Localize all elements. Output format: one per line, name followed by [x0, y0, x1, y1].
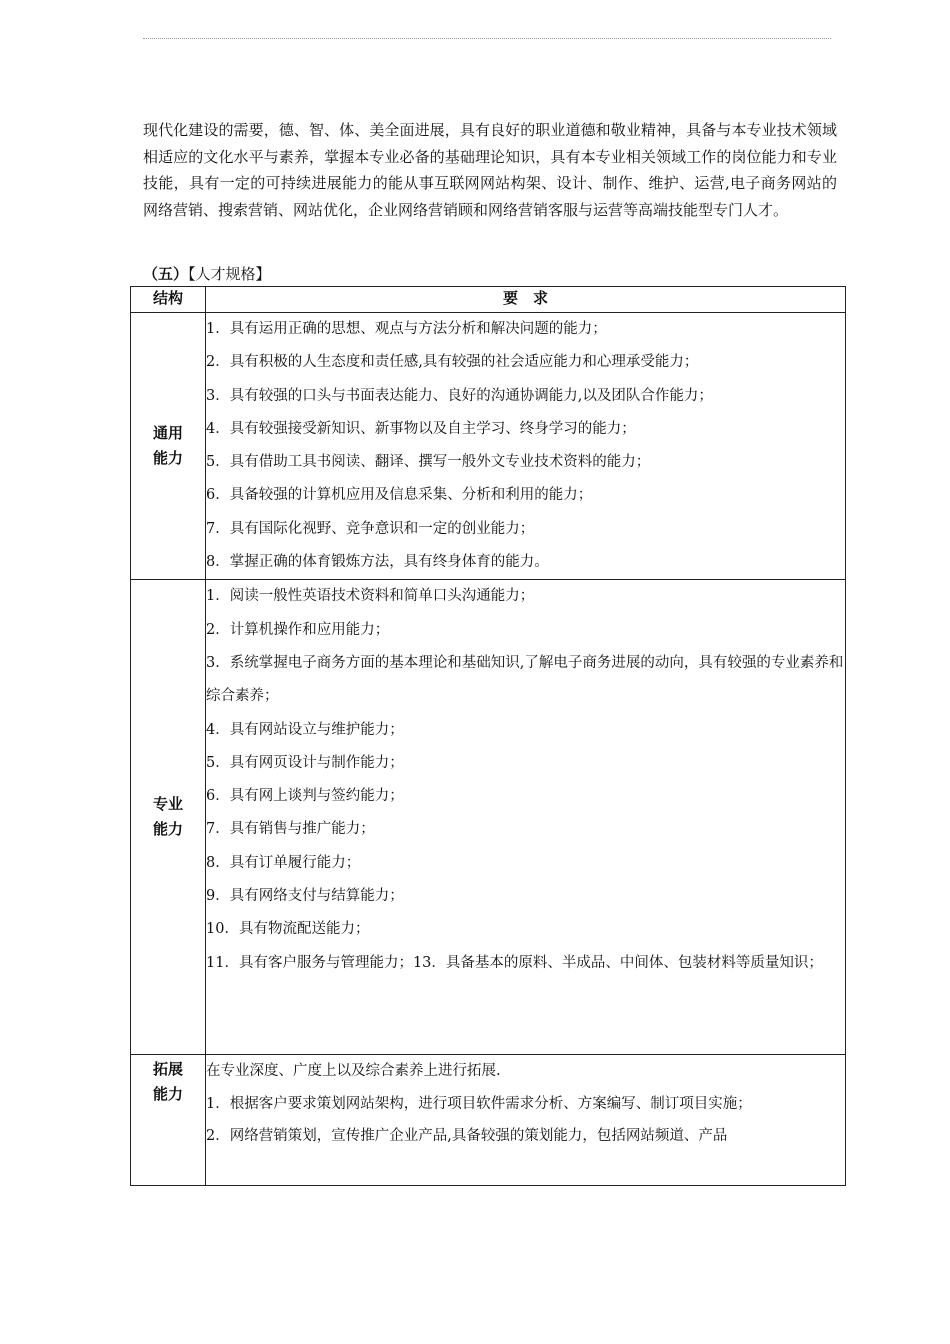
table-row-general [131, 313, 846, 580]
list-item: 6．具有网上谈判与签约能力； [206, 788, 404, 805]
list-item: 2．具有积极的人生态度和责任感,具有较强的社会适应能力和心理承受能力； [206, 354, 699, 371]
category-professional: 专业 能力 [131, 580, 206, 1055]
list-item: 9．具有网络支付与结算能力； [206, 888, 404, 905]
intro-paragraph: 现代化建设的需要，德、智、体、美全面进展，具有良好的职业道德和敬业精神，具备与本专业技术领域相适应的文化水平与素养，掌握本专业必备的基础理论知识，具有本专业相关领域工作的岗位能力和专业技能，具有一定的可持续进展能力的能从事互联网网站构架、设计、制作、维护、运营,电子商务网站的网络营销、搜索营销、网站优化，企业网络营销顾和网络营销客服与运营等高端技能型专门人才。 [143, 121, 837, 219]
list-item: 1．阅读一般性英语技术资料和简单口头沟通能力； [206, 588, 535, 605]
list-item: 3．系统掌握电子商务方面的基本理论和基础知识,了解电子商务进展的动向，具有较强的专业素养和综合素养； [206, 654, 844, 705]
list-item: 10．具有物流配送能力； [206, 921, 370, 938]
table-header-row [131, 287, 846, 313]
header-requirements: 要 求 [206, 287, 846, 313]
table-row-extended [131, 1055, 846, 1186]
section-number: （五） [143, 265, 189, 283]
list-item: 2．计算机操作和应用能力； [206, 621, 390, 638]
table-row-professional [131, 580, 846, 1055]
list-item: 4．具有较强接受新知识、新事物以及自主学习、终身学习的能力； [206, 420, 636, 437]
list-item: 2．网络营销策划，宣传推广企业产品,具备较强的策划能力，包括网站频道、产品 [206, 1128, 728, 1145]
category-extended: 拓展 能力 [131, 1055, 206, 1186]
section-heading [143, 263, 271, 284]
list-item: 8．具有订单履行能力； [206, 854, 361, 871]
list-item: 11．具有客户服务与管理能力；13．具备基本的原料、半成品、中间体、包装材料等质量知识； [206, 954, 823, 971]
requirements-professional [206, 580, 846, 1055]
list-item: 5．具有网页设计与制作能力； [206, 754, 404, 771]
category-general: 通用 能力 [131, 313, 206, 580]
list-item: 4．具有网站设立与维护能力； [206, 721, 404, 738]
list-item: 7．具有国际化视野、竞争意识和一定的创业能力； [206, 520, 535, 537]
list-item: 6．具备较强的计算机应用及信息采集、分析和利用的能力； [206, 487, 593, 504]
header-dotted-rule [143, 38, 831, 39]
list-item: 8．掌握正确的体育锻炼方法，具有终身体育的能力。 [206, 554, 549, 571]
list-item: 在专业深度、广度上以及综合素养上进行拓展. [206, 1063, 501, 1080]
talent-spec-table [130, 286, 846, 1186]
list-item: 3．具有较强的口头与书面表达能力、良好的沟通协调能力,以及团队合作能力； [206, 387, 713, 404]
list-item: 1．具有运用正确的思想、观点与方法分析和解决问题的能力； [206, 321, 607, 337]
section-title: 【人才规格】 [188, 265, 271, 283]
list-item: 5．具有借助工具书阅读、翻译、撰写一般外文专业技术资料的能力； [206, 454, 651, 471]
list-item: 1．根据客户要求策划网站架构，进行项目软件需求分析、方案编写、制订项目实施； [206, 1095, 752, 1112]
header-structure: 结构 [131, 287, 206, 313]
requirements-extended [206, 1055, 846, 1186]
list-item: 7．具有销售与推广能力； [206, 821, 375, 838]
requirements-general [206, 313, 846, 580]
